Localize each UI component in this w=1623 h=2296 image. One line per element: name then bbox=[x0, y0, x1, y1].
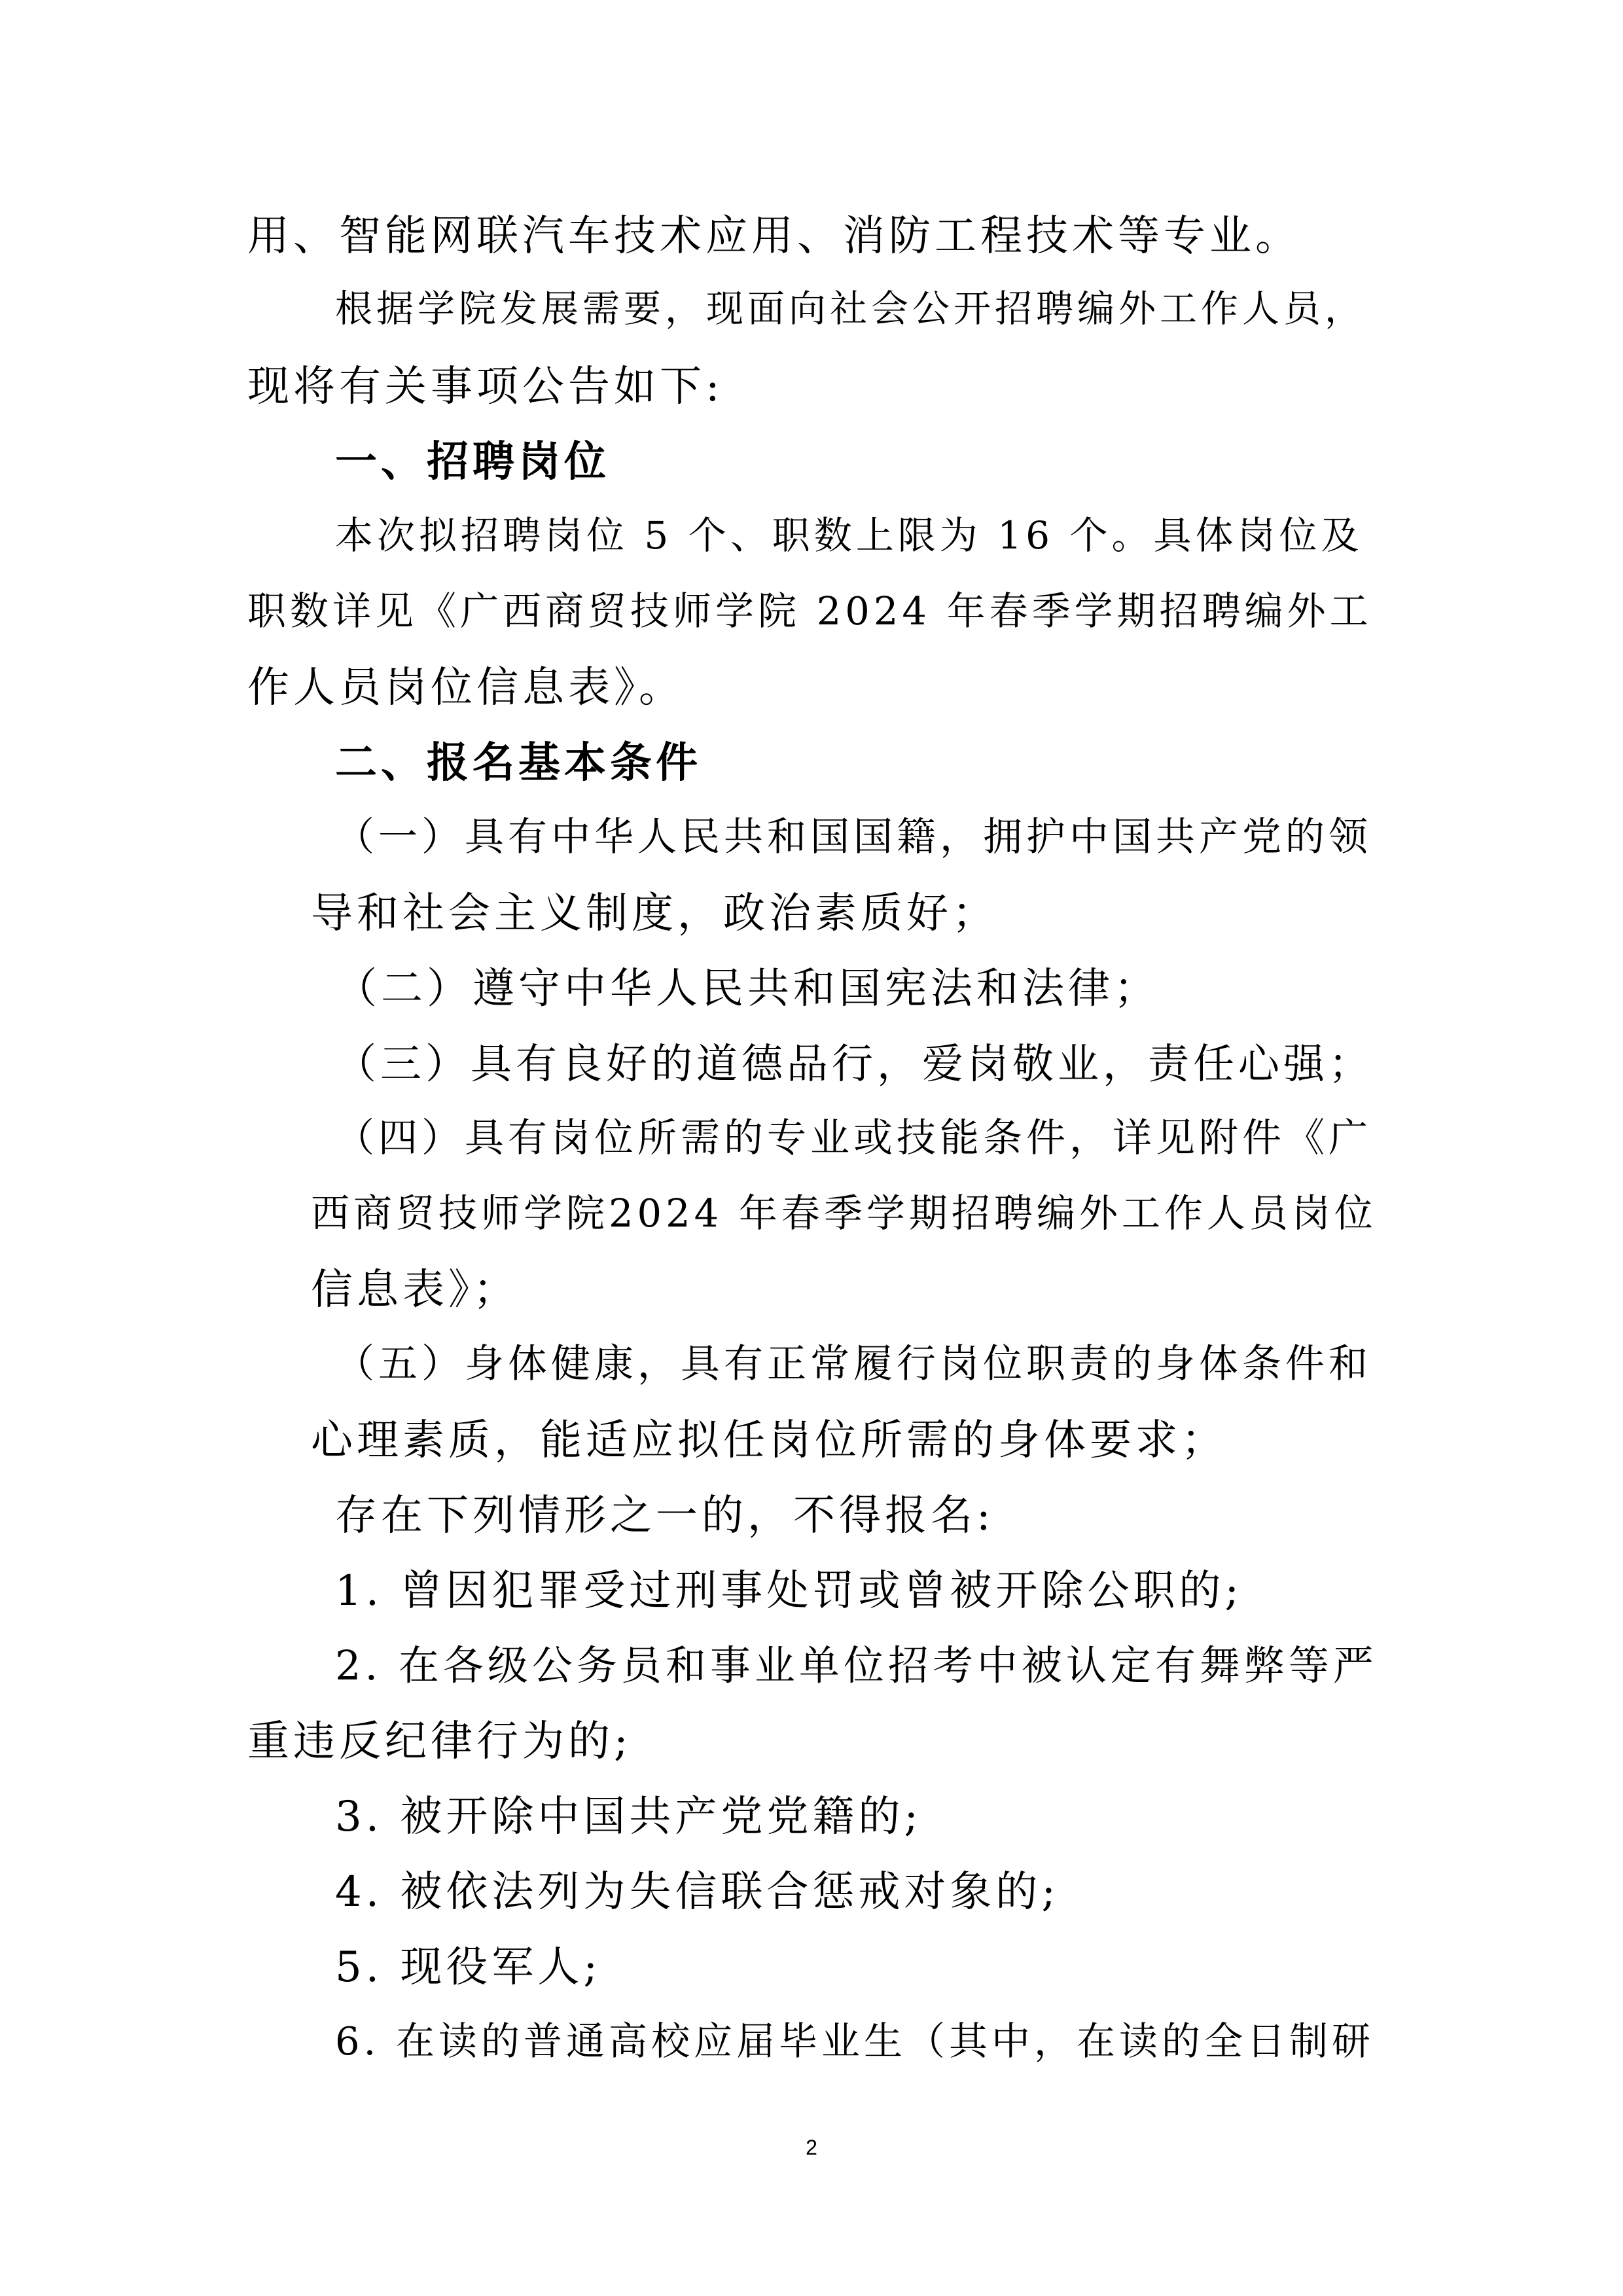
section-heading: 二、报名基本条件 bbox=[335, 739, 702, 787]
body-line: 现将有关事项公告如下: bbox=[247, 363, 724, 411]
list-item: 3. 被开除中国共产党党籍的; bbox=[335, 1793, 922, 1841]
list-item: 4. 被依法列为失信联合惩戒对象的; bbox=[335, 1868, 1060, 1916]
list-item: 5. 现役军人; bbox=[335, 1943, 601, 1992]
body-line: 本次拟招聘岗位 5 个、职数上限为 16 个。具体岗位及 bbox=[335, 513, 1363, 558]
body-line: （二）遵守中华人民共和国宪法和法律； bbox=[335, 965, 1160, 1013]
page-number: 2 bbox=[806, 2136, 817, 2159]
list-item: 1. 曾因犯罪受过刑事处罚或曾被开除公职的; bbox=[335, 1567, 1243, 1615]
list-item: 2. 在各级公务员和事业单位招考中被认定有舞弊等严 bbox=[335, 1641, 1378, 1689]
body-line: 存在下列情形之一的，不得报名: bbox=[335, 1492, 995, 1540]
body-line: （五）身体健康，具有正常履行岗位职责的身体条件和 bbox=[335, 1341, 1372, 1387]
body-line: （四）具有岗位所需的专业或技能条件，详见附件《广 bbox=[335, 1115, 1372, 1161]
body-line: 职数详见《广西商贸技师学院 2024 年春季学期招聘编外工 bbox=[247, 588, 1372, 634]
body-line: 心理素质，能适应拟任岗位所需的身体要求； bbox=[311, 1416, 1227, 1465]
body-line: （一）具有中华人民共和国国籍，拥护中国共产党的领 bbox=[335, 814, 1372, 860]
body-line: 根据学院发展需要，现面向社会公开招聘编外工作人员， bbox=[335, 287, 1366, 331]
body-line: 西商贸技师学院2024 年春季学期招聘编外工作人员岗位 bbox=[311, 1191, 1377, 1236]
body-line: 用、智能网联汽车技术应用、消防工程技术等专业。 bbox=[247, 212, 1301, 260]
body-line: （三）具有良好的道德品行，爱岗敬业，责任心强； bbox=[335, 1040, 1374, 1088]
body-line: 导和社会主义制度，政治素质好； bbox=[311, 889, 998, 938]
section-heading: 一、招聘岗位 bbox=[335, 438, 610, 486]
list-item: 6. 在读的普通高校应届毕业生（其中，在读的全日制研 bbox=[335, 2018, 1375, 2064]
body-line: 作人员岗位信息表》。 bbox=[247, 664, 685, 712]
list-item-continuation: 重违反纪律行为的; bbox=[247, 1717, 632, 1766]
body-line: 信息表》； bbox=[311, 1266, 519, 1314]
